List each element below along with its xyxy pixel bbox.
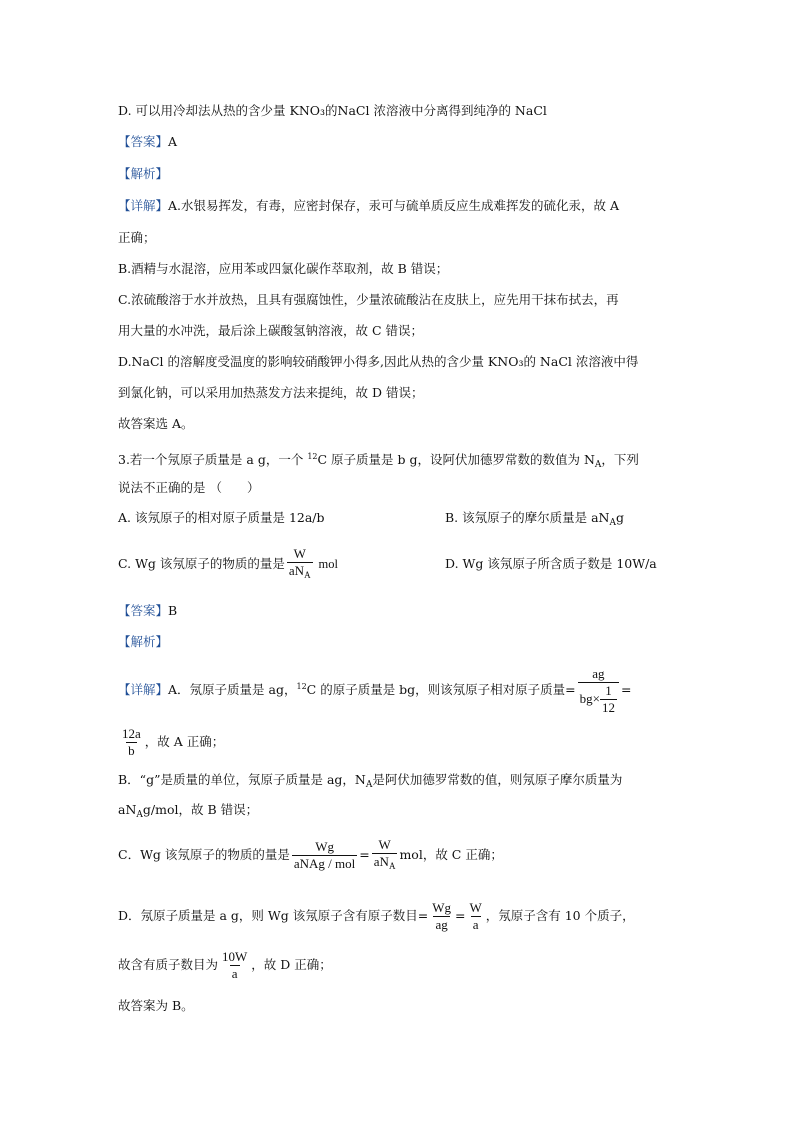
prev-detail-d-line2: 到氯化钠，可以采用加热蒸发方法来提纯，故 D 错误；: [118, 385, 424, 400]
option-c-fraction: $\frac{W}{aN_A}$: [287, 546, 313, 583]
d-fraction-1: $\frac{Wg}{ag}$: [432, 900, 451, 932]
q3-option-b: B. 该氖原子的摩尔质量是 $aN_Ag$: [445, 510, 625, 528]
prev-detail-c-line2: 用大量的水冲洗，最后涂上碳酸氢钠溶液，故 C 错误；: [118, 323, 424, 338]
q3-conclusion: 故答案为 B。: [118, 998, 194, 1013]
q3-detail-b-line2: $aN_Ag$/mol，故 B 错误；: [118, 802, 259, 820]
q3-analysis-tag: 【解析】: [118, 634, 169, 649]
answer-tag: 【答案】: [118, 134, 169, 149]
prev-detail-b: B.酒精与水混溶，应用苯或四氯化碳作萃取剂，故 B 错误；: [118, 261, 449, 276]
prev-detail-c-line1: C.浓硫酸溶于水并放热，且具有强腐蚀性，少量浓硫酸沾在皮肤上，应先用干抹布拭去，再: [118, 292, 619, 307]
c-fraction-2: $\frac{W}{aN_A}$: [372, 837, 398, 874]
prev-detail-a-line1: 【详解】A.水银易挥发，有毒，应密封保存，汞可与硫单质反应生成难挥发的硫化汞，故 A: [118, 198, 620, 213]
prev-analysis-tag: 【解析】: [118, 166, 169, 181]
answer-value: A: [168, 134, 178, 149]
relative-mass-fraction: ag bg× $\frac{1}{12}$: [578, 666, 619, 716]
q3-detail-d-line2: 故含有质子数目为 $\frac{10W}{a}$ ，故 D 正确；: [118, 949, 332, 981]
c-fraction-1: $\frac{Wg}{\text{aNAg / mol}}$: [293, 839, 356, 871]
q3-detail-a-line1: 【详解】A．氖原子质量是 ag，$^{12}$C 的原子质量是 bg，则该氖原子相对原子质量= ag bg× $\frac{1}{12}$ =: [118, 665, 632, 715]
prev-answer-line: [118, 132, 177, 152]
d-fraction-2: $\frac{W}{a}$: [469, 900, 482, 932]
prev-conclusion: 故答案选 A。: [118, 416, 194, 431]
q3-answer-line: 【答案】B: [118, 603, 178, 618]
q3-detail-c: C．Wg 该氖原子的物质的量是 $\frac{Wg}{\text{aNAg / mol}}$ = $\frac{W}{aN_A}$ mol，故 C 正确；: [118, 835, 503, 875]
prev-detail-a-line2: 正确；: [118, 230, 156, 245]
result-fraction: $\frac{12a}{b}$: [122, 726, 141, 758]
q3-stem-line1: 3.若一个氖原子质量是 a g，一个 $^{12}$C 原子质量是 b g，设阿伏加德罗常数的数值为 $N_A$，下列: [118, 452, 639, 470]
q3-option-a: A. 该氖原子的相对原子质量是 12a/b: [118, 510, 325, 525]
prev-option-d: D. 可以用冷却法从热的含少量 KNO₃的NaCl 浓溶液中分离得到纯净的 NaCl: [118, 103, 547, 118]
q3-option-d: D. Wg 该氖原子所含质子数是 10W/a: [445, 556, 657, 571]
proton-count-fraction: $\frac{10W}{a}$: [222, 949, 248, 981]
q3-detail-a-line2: $\frac{12a}{b}$ ，故 A 正确；: [122, 726, 225, 758]
q3-detail-b-line1: B．“g”是质量的单位，氖原子质量是 ag，$N_A$是阿伏加德罗常数的值，则氖原子摩尔质量为: [118, 772, 623, 790]
q3-stem-line2: 说法不正确的是 （ ）: [118, 480, 260, 495]
prev-detail-d-line1: D.NaCl 的溶解度受温度的影响较硝酸钾小得多,因此从热的含少量 KNO₃的 NaCl 浓溶液中得: [118, 354, 639, 369]
q3-option-c: C. Wg 该氖原子的物质的量是 $\frac{W}{aN_A}$ mol: [118, 546, 338, 583]
q3-detail-d: D．氖原子质量是 a g，则 Wg 该氖原子含有原子数目= $\frac{Wg}{ag}$ = $\frac{W}{a}$ ，氖原子含有 10 个质子，: [118, 900, 635, 932]
